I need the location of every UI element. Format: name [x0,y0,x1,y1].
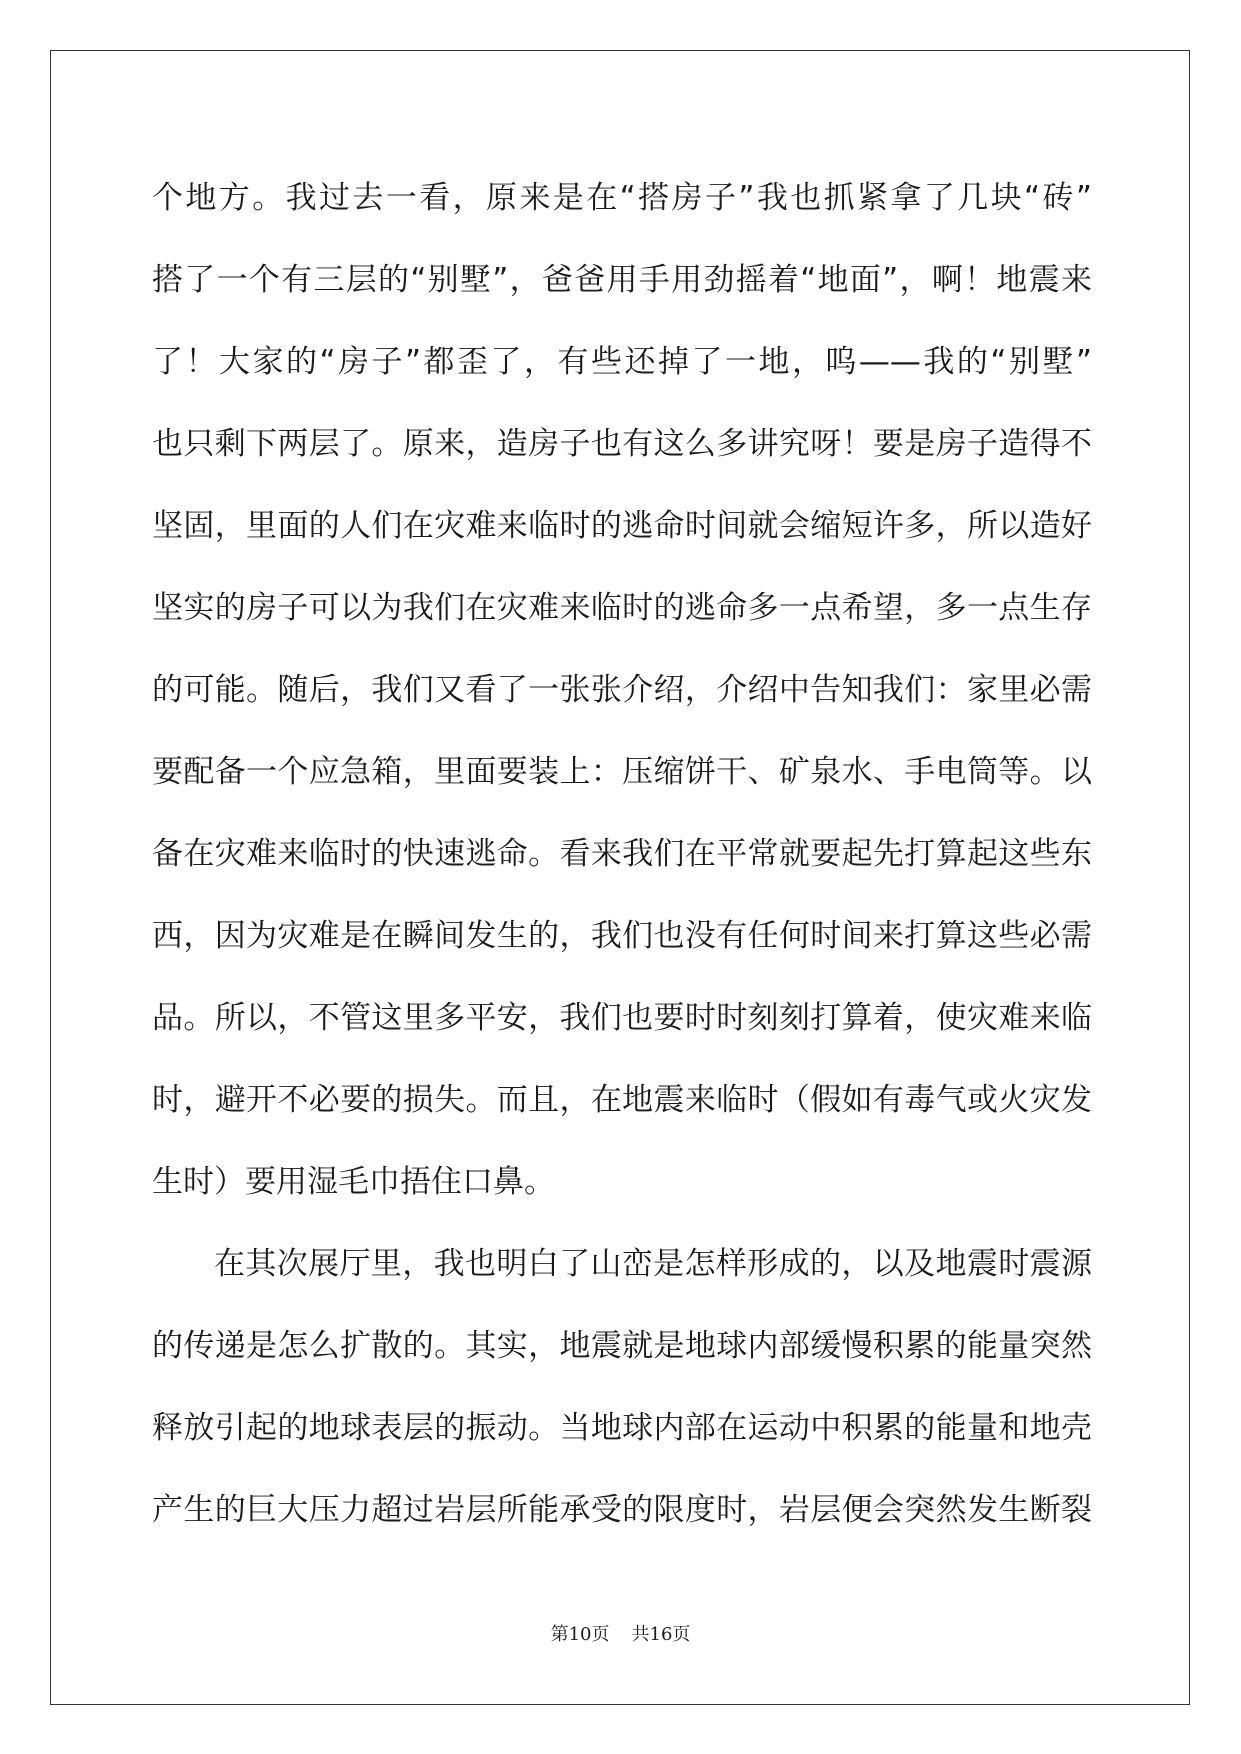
text-line: 的传递是怎么扩散的。其实，地震就是地球内部缓慢积累的能量突然 [152,1328,1092,1364]
text-line: 西，因为灾难是在瞬间发生的，我们也没有任何时间来打算这些必需 [152,918,1092,954]
text-line: 要配备一个应急箱，里面要装上：压缩饼干、矿泉水、手电筒等。以 [152,754,1092,790]
text-line: 生时）要用湿毛巾捂住口鼻。 [152,1164,555,1200]
text-line: 个地方。我过去一看，原来是在“搭房子”我也抓紧拿了几块“砖” [152,180,1092,216]
text-line: 的可能。随后，我们又看了一张张介绍，介绍中告知我们：家里必需 [152,672,1092,708]
page-number: 第10页 [550,1624,610,1645]
text-line: 备在灾难来临时的快速逃命。看来我们在平常就要起先打算起这些东 [152,836,1092,872]
text-line: 释放引起的地球表层的振动。当地球内部在运动中积累的能量和地壳 [152,1410,1092,1446]
text-line: 坚固，里面的人们在灾难来临时的逃命时间就会缩短许多，所以造好 [152,508,1092,544]
page-total: 共16页 [631,1624,691,1645]
text-line: 也只剩下两层了。原来，造房子也有这么多讲究呀！要是房子造得不 [152,426,1092,462]
text-line: 产生的巨大压力超过岩层所能承受的限度时，岩层便会突然发生断裂 [152,1492,1092,1528]
text-line: 了！大家的“房子”都歪了，有些还掉了一地，呜——我的“别墅” [152,344,1092,380]
text-line: 在其次展厅里，我也明白了山峦是怎样形成的，以及地震时震源 [214,1246,1092,1282]
text-line: 搭了一个有三层的“别墅”，爸爸用手用劲摇着“地面”，啊！地震来 [152,262,1092,298]
text-line: 时，避开不必要的损失。而且，在地震来临时（假如有毒气或火灾发 [152,1082,1092,1118]
text-line: 坚实的房子可以为我们在灾难来临时的逃命多一点希望，多一点生存 [152,590,1092,626]
text-line: 品。所以，不管这里多平安，我们也要时时刻刻打算着，使灾难来临 [152,1000,1092,1036]
page-footer [0,1620,1241,1646]
document-body [152,157,1092,1551]
